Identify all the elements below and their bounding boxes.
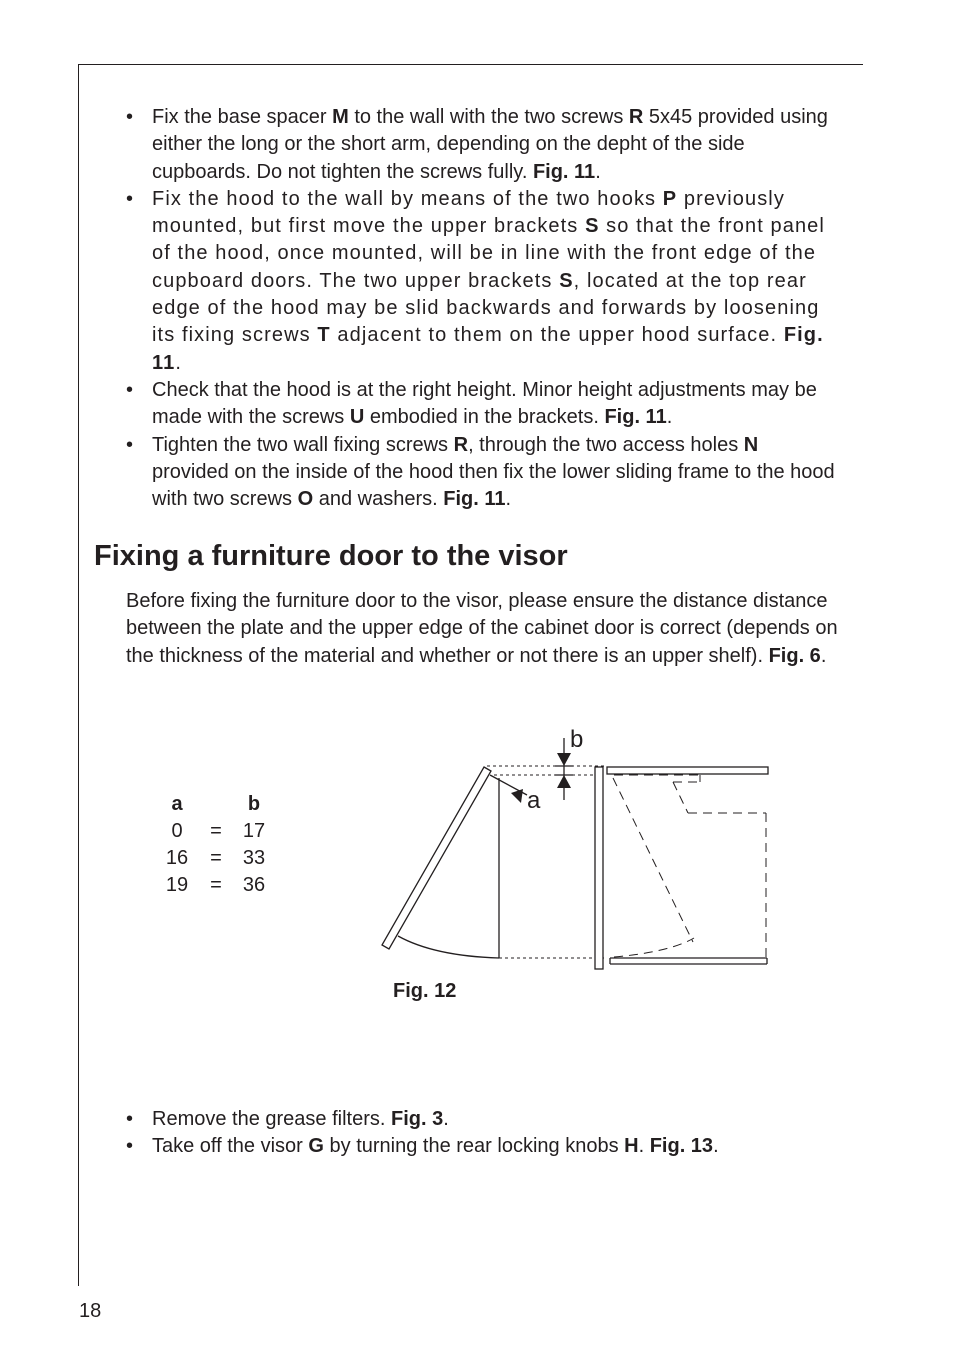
gap-a-arrowhead [511,789,523,803]
list-item [126,377,838,432]
cell-separator: = [210,847,222,869]
cell-a: 16 [165,847,189,869]
step-text: Fix the hood to the wall by means of the two hooks P previously mounted, but first move the upper brackets S so that the front panel of the hood, once mounted, will be in line with the front edge of the cupboard doors. The two upper brackets S, located at the top rear edge of the hood may be slid backwards and forwards by loosening its fixing screws T adjacent to them on the upper hood surface. Fig. 11. [152,187,825,374]
table-row [158,845,272,872]
cell-separator: = [210,874,222,896]
list-item [126,1106,838,1133]
hidden-visor-arc [614,938,694,957]
step-text: Fix the base spacer M to the wall with the two screws R 5x45 provided using either the long or the short arm, depending on the depht of the side cupboards. Do not tighten the screws fully. Fig. 11. [152,106,828,183]
tilted-door-panel [382,767,491,949]
hidden-hood-edge [673,782,688,813]
visor-swing-arc [398,936,499,958]
cell-b: 36 [242,874,266,896]
column-header-b: b [247,793,261,815]
installation-steps-list [126,104,838,513]
label-b: b [570,726,584,753]
step-text: Remove the grease filters. Fig. 3. [152,1108,449,1130]
list-item [126,104,838,186]
list-item [126,1133,838,1160]
gap-b-arrowhead-down [557,753,571,766]
intro-paragraph: Before fixing the furniture door to the visor, please ensure the distance distance between the plate and the upper edge of the cabinet door is correct (depends on the thickness of the material and whether or not there is an upper shelf). Fig. 6. [126,590,838,667]
table-row [158,872,272,899]
cell-a: 0 [171,820,183,842]
figure-caption: Fig. 12 [393,980,457,1002]
step-text: Take off the visor G by turning the rear locking knobs H. Fig. 13. [152,1135,719,1158]
removal-steps-list [126,1106,838,1161]
section-title: Fixing a furniture door to the visor [94,540,568,572]
table-header-row [158,791,272,818]
visor-door-diagram [370,720,780,975]
label-a: a [527,787,541,814]
cell-separator: = [210,820,222,842]
step-text: Check that the hood is at the right height. Minor height adjustments may be made with the screws U embodied in the brackets. Fig. 11. [152,378,817,429]
page-frame-left-rule [78,64,79,1286]
cell-b: 33 [242,847,266,869]
page-frame-top-rule [79,64,863,65]
step-text: Tighten the two wall fixing screws R, through the two access holes N provided on the inside of the hood then fix the lower sliding frame to the hood with two screws O and washers. Fig. 11. [152,433,835,511]
hidden-visor-edge [613,778,693,942]
table-row [158,818,272,845]
page-number: 18 [79,1300,102,1322]
cell-b: 17 [242,820,266,842]
column-header-a: a [171,793,183,815]
cabinet-door-front [595,767,603,969]
list-item [126,432,838,514]
column-header-spacer [196,791,236,818]
gap-b-arrowhead-up [557,775,571,788]
cell-a: 19 [165,874,189,896]
dimension-table [158,791,272,899]
upper-shelf-plate [607,767,768,774]
list-item [126,186,838,377]
